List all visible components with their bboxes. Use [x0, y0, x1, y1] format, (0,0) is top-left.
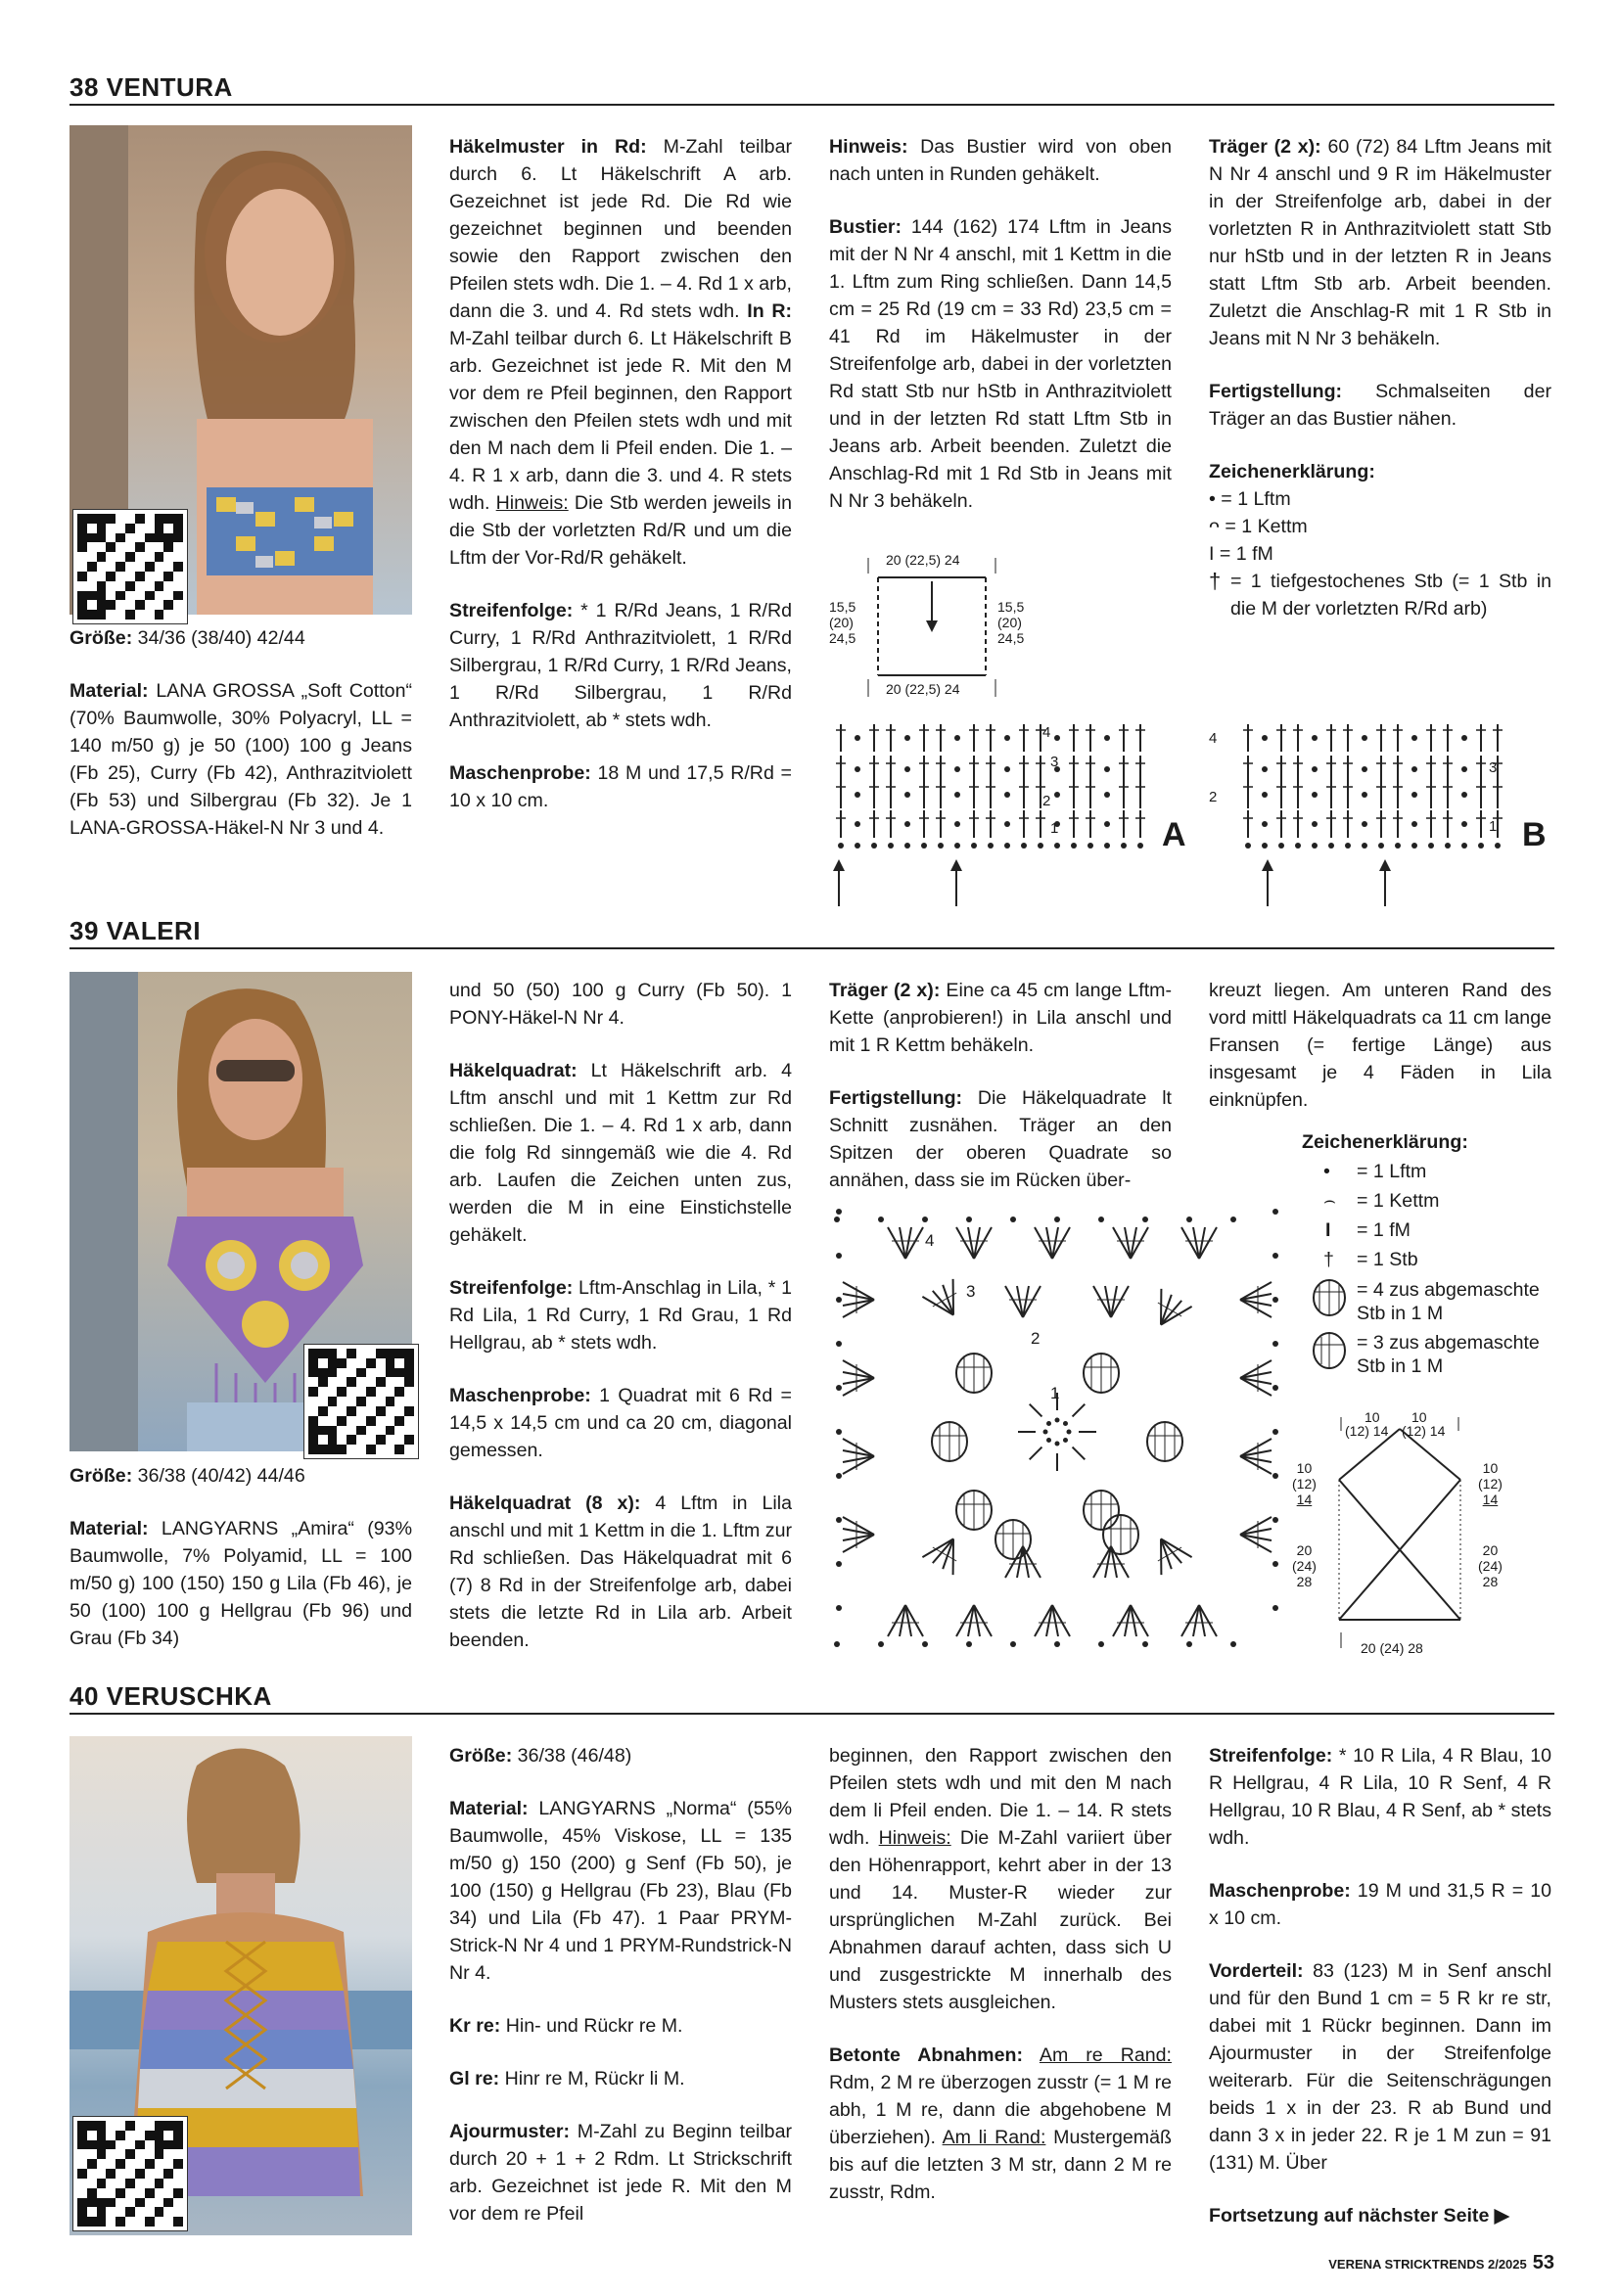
haekelmuster-label: Häkelmuster in Rd: [449, 136, 647, 158]
hinweis-text: Die M-Zahl variiert über den Höhenrapport, kehrt aber in der 13 und 14. Muster-R wieder zur ursprünglichen M-Zahl zurück. Bei Abnahmen darauf achten, dass sich U und zusgestrickte M innerhalb des Musters stets ausgleichen. [829, 1827, 1172, 2013]
qr-code[interactable] [72, 2116, 188, 2231]
cluster-3-icon [1310, 1331, 1349, 1370]
chart-b [1209, 718, 1551, 914]
size-value: 36/38 (40/42) 44/46 [132, 1465, 305, 1487]
chart-a-row-1: 1 [1050, 820, 1059, 837]
vorder-text: 83 (123) M in Senf anschl und für den Bund 1 cm = 5 R kr re str, dabei mit 1 Rückr beginnen. Dann im Ajourmuster in der Streifenfolge weiterarb. Für die Seitenschrägungen beids 1 x in der 23. R ab Bund und dann 3 x in jeder 22. R je 1 M zun = 91 (131) M. Über [1209, 1960, 1551, 2174]
size-value: 36/38 (46/48) [512, 1745, 632, 1767]
legend-item-lftm: • = 1 Lftm [1209, 488, 1291, 510]
krre-text: Hin- und Rückr re M. [500, 2015, 683, 2037]
legend-item-kettm: ⌢ = 1 Kettm [1302, 1186, 1552, 1216]
page-footer [1328, 2252, 1554, 2274]
betonte-text-2: Mustergemäß bis auf die letzten 3 M str, dann 2 M re zusstr, Rdm. [829, 2127, 1172, 2203]
square-row-1: 1 [1050, 1384, 1060, 1402]
quadrat-text: Lt Häkelschrift arb. 4 Lftm anschl und mit 1 Kettm zur Rd schließen. Die 1. – 4. Rd 1 x arb, dann die folg Rd sinngemäß wie die 4. Rd arb. Laufen die Zeichen unten zus, werden die M in eine Einstichstelle gehäkelt. [449, 1060, 792, 1246]
in-r-text: M-Zahl teilbar durch 6. Lt Häkelschrift B arb. Gezeichnet ist jede R. Mit den M vor dem re Pfeil beginnen, den Rapport zwischen den Pfeilen stets wdh und mit den M nach dem li Pfeil enden. Die 1. – 4. R 1 x arb, dann die 3. und 4. R stets wdh. [449, 328, 792, 514]
streifen-label: Streifenfolge: [449, 1277, 574, 1299]
maschen-text: 19 M und 31,5 R = 10 x 10 cm. [1209, 1880, 1551, 1929]
haekelmuster-text: M-Zahl teilbar durch 6. Lt Häkelschrift A arb. Gezeichnet ist jede Rd. Die Rd wie gezeichnet beginnen und beenden sowie den Rapport zwischen den Pfeilen stets wdh. Die 1. – 4. Rd 1 x arb, dann die 3. und 4. Rd stets wdh. [449, 136, 792, 322]
material-label: Material: [69, 1518, 149, 1539]
continue-link[interactable]: Fortsetzung auf nächster Seite ▶ [1209, 2205, 1509, 2227]
fertig-label: Fertigstellung: [1209, 381, 1343, 402]
krre-label: Kr re: [449, 2015, 501, 2037]
fertig-text: Schmalseiten der Träger an das Bustier nähen. [1209, 381, 1551, 430]
magazine-name: VERENA STRICKTRENDS 2/2025 [1328, 2257, 1527, 2272]
chart-b-row-2: 2 [1209, 789, 1218, 805]
schema-bottom: 20 (24) 28 [1361, 1640, 1423, 1656]
legend-item-lftm: • = 1 Lftm [1302, 1157, 1552, 1186]
li-rand-label: Am li Rand: [942, 2127, 1046, 2148]
traeger-text: 60 (72) 84 Lftm Jeans mit N Nr 4 anschl und 9 R im Häkelmuster in der Streifenfolge arb, dabei in der vorletzten R in Anthrazitviolett statt Stb nur hStb und in der letzten R in Jeans statt Lftm Stb arb. Arbeit beenden. Zuletzt die Anschlag-R mit 1 R Stb in Jeans mit N Nr 3 behäkeln. [1209, 136, 1551, 349]
streifen-text: * 10 R Lila, 4 R Blau, 10 R Hellgrau, 4 R Lila, 10 R Senf, 4 R Hellgrau, 10 R Blau, 4 R Senf, ab * stets wdh. [1209, 1745, 1551, 1849]
maschen-text: 1 Quadrat mit 6 Rd = 14,5 x 14,5 cm und ca 20 cm, diagonal gemessen. [449, 1385, 792, 1461]
material-text: LANGYARNS „Norma“ (55% Baumwolle, 45% Viskose, LL = 135 m/50 g) 150 (200) g Senf (Fb 50), je 100 (150) g Hellgrau (Fb 23), Blau (Fb 34) und Lila (Fb 47). 1 Paar PRYM-Strick-N Nr 4 und 1 PRYM-Rundstrick-N Nr 4. [449, 1798, 792, 1984]
re-rand-label: Am re Rand: [1039, 2044, 1172, 2066]
vorder-label: Vorderteil: [1209, 1960, 1304, 1982]
ajour-cont: beginnen, den Rapport zwischen den Pfeilen stets wdh und mit den M nach dem li Pfeil enden. Die 1. – 14. R stets wdh. [829, 1745, 1172, 1849]
chart-a-row-4: 4 [1042, 724, 1051, 741]
chart-a-row-2: 2 [1042, 793, 1051, 809]
size-value: 34/36 (38/40) 42/44 [132, 627, 305, 649]
legend-item-kettm: ᴖ = 1 Kettm [1209, 516, 1308, 537]
schema-bottom-label: 20 (22,5) 24 [886, 681, 960, 697]
ajour-text: M-Zahl zu Beginn teilbar durch 20 + 1 + 2 Rdm. Lt Strickschrift arb. Gezeichnet ist jede R. Mit den M vor dem re Pfeil [449, 2121, 792, 2225]
glre-label: Gl re: [449, 2068, 500, 2089]
qr-code[interactable] [303, 1344, 419, 1459]
size-label: Größe: [69, 627, 133, 649]
legend-item-3stb: = 3 zus abgemaschte Stb in 1 M [1302, 1331, 1552, 1378]
chart-b-row-1: 1 [1489, 818, 1498, 835]
hinweis-label: Hinweis: [495, 492, 569, 514]
bar-icon: I [1325, 1219, 1331, 1241]
chart-b-label: B [1522, 816, 1547, 853]
traeger-label: Träger (2 x): [829, 980, 941, 1001]
maschen-label: Maschenprobe: [449, 1385, 591, 1406]
schema-l2: 20 (24) 28 [1292, 1542, 1317, 1589]
in-r-label: In R: [747, 300, 793, 322]
traeger-text: Eine ca 45 cm lange Lftm-Kette (anprobieren!) in Lila anschl und mit 1 R Kettm behäkeln. [829, 980, 1172, 1056]
schema-r2: 20 (24) 28 [1478, 1542, 1503, 1589]
legend-title: Zeichenerklärung: [1209, 461, 1375, 482]
chart-a-row-3: 3 [1050, 754, 1059, 770]
betonte-label: Betonte Abnahmen: [829, 2044, 1023, 2066]
size-label: Größe: [449, 1745, 513, 1767]
maschen-text: 18 M und 17,5 R/Rd = 10 x 10 cm. [449, 762, 792, 811]
schema-top1: 10 [1365, 1409, 1380, 1425]
legend-item-fm: I = 1 fM [1209, 543, 1273, 565]
chart-b-row-3: 3 [1489, 759, 1498, 776]
quadrat8-label: Häkelquadrat (8 x): [449, 1492, 641, 1514]
dagger-icon: † [1323, 1249, 1334, 1270]
dot-icon: • [1323, 1161, 1330, 1182]
legend-item-fm: I = 1 fM [1302, 1216, 1552, 1245]
legend-39 [1302, 1127, 1552, 1378]
hinweis-label: Hinweis: [878, 1827, 951, 1849]
streifen-label: Streifenfolge: [449, 600, 574, 621]
chart-haekelquadrat [827, 1202, 1287, 1662]
material-label: Material: [69, 680, 149, 702]
chart-a-label: A [1162, 816, 1186, 853]
square-row-3: 3 [966, 1282, 976, 1301]
betonte-text-1: Rdm, 2 M re überzogen zusstr (= 1 M re abh, 1 M re, dann die abgehobene M überziehen). [829, 2072, 1172, 2148]
streifen-label: Streifenfolge: [1209, 1745, 1333, 1767]
glre-text: Hinr re M, Rückr li M. [499, 2068, 685, 2089]
schema-l1: 10 (12) 14 [1292, 1460, 1317, 1507]
schema-right-label: 15,5 (20) 24,5 [997, 599, 1025, 646]
schema-top2b: (12) 14 [1402, 1423, 1446, 1439]
legend-title: Zeichenerklärung: [1302, 1131, 1468, 1153]
square-row-2: 2 [1031, 1329, 1041, 1348]
chart-b-row-4: 4 [1209, 730, 1218, 747]
stb-symbol-icon: † [1209, 569, 1222, 593]
material-label: Material: [449, 1798, 529, 1819]
section-title-40: 40 VERUSCHKA [69, 1679, 1554, 1715]
material-text: LANGYARNS „Amira“ (93% Baumwolle, 7% Polyamid, LL = 100 m/50 g) 100 (150) 150 g Lila (Fb 46), je 50 (100) 100 g Hellgrau (Fb 96) und Grau (Fb 34) [69, 1518, 412, 1649]
hinweis2-label: Hinweis: [829, 136, 908, 158]
schema-left-label: 15,5 (20) 24,5 [829, 599, 856, 646]
legend-item-stb: † = 1 tiefgestochenes Stb (= 1 Stb in die M der vorletzten R/Rd arb) [1209, 569, 1551, 620]
fertig-cont: kreuzt liegen. Am unteren Rand des vord mittl Häkelquadrats ca 11 cm lange Fransen (= fertige Länge) aus insgesamt je 4 Fäden in Lila einknüpfen. [1209, 980, 1551, 1111]
cluster-4-icon [1310, 1278, 1349, 1317]
legend-item-stb: † = 1 Stb [1302, 1245, 1552, 1274]
hinweis2-text: Das Bustier wird von oben nach unten in Runden gehäkelt. [829, 136, 1172, 185]
material-text: LANA GROSSA „Soft Cotton“ (70% Baumwolle, 30% Polyacryl, LL = 140 m/50 g) je 50 (100) 100 g Jeans (Fb 25), Curry (Fb 42), Anthrazitviolett (Fb 53) und Silbergrau (Fb 32). Je 1 LANA-GROSSA-Häkel-N Nr 3 und 4. [69, 680, 412, 839]
streifen-text: Lftm-Anschlag in Lila, * 1 Rd Lila, 1 Rd Curry, 1 Rd Grau, 1 Rd Hellgrau, ab * stets wdh. [449, 1277, 792, 1354]
fertig-label: Fertigstellung: [829, 1087, 963, 1109]
section-title-39: 39 VALERI [69, 914, 1554, 949]
hinweis-text: Die Stb werden jeweils in die Stb der vorletzten Rd/R und um die Lftm der Vor-Rd/R gehäkelt. [449, 492, 793, 569]
section-title-38: 38 VENTURA [69, 70, 1554, 106]
quadrat8-text: 4 Lftm in Lila anschl und mit 1 Kettm in die 1. Lftm zur Rd schließen. Das Häkelquadrat mit 6 (7) 8 Rd in der Streifenfolge arb, dabei stets die letzte Rd in Lila arb. Arbeit beenden. [449, 1492, 792, 1651]
page-number: 53 [1532, 2252, 1554, 2273]
traeger-label: Träger (2 x): [1209, 136, 1321, 158]
bustier-text: 144 (162) 174 Lftm in Jeans mit der N Nr 4 anschl, mit 1 Kettm in die 1. Lftm zum Ring schließen. Dann 14,5 cm = 25 Rd (19 cm = 33 Rd) 23,5 cm = 41 Rd im Häkelmuster in der Streifenfolge arb, dabei in der vorletzten Rd statt Stb nur hStb in Anthrazitviolett und in der letzten Rd statt Lftm Stb in Jeans arb. Arbeit beenden. Zuletzt die Anschlag-Rd mit 1 Rd Stb in Jeans mit N Nr 3 behäkeln. [829, 216, 1172, 512]
square-row-4: 4 [925, 1231, 935, 1250]
maschen-label: Maschenprobe: [1209, 1880, 1351, 1902]
size-label: Größe: [69, 1465, 133, 1487]
qr-code[interactable] [72, 509, 188, 624]
bustier-label: Bustier: [829, 216, 902, 238]
schema-bustier [829, 550, 1044, 707]
schema-valeri [1292, 1409, 1547, 1674]
schema-top-label: 20 (22,5) 24 [886, 552, 960, 568]
material-cont: und 50 (50) 100 g Curry (Fb 50). 1 PONY-Häkel-N Nr 4. [449, 980, 792, 1029]
ajour-label: Ajourmuster: [449, 2121, 571, 2142]
arc-icon: ⌢ [1323, 1190, 1336, 1212]
maschen-label: Maschenprobe: [449, 762, 591, 784]
schema-top2: 10 [1411, 1409, 1427, 1425]
chart-a [829, 718, 1191, 914]
fertig-text: Die Häkelquadrate lt Schnitt zusnähen. Träger an den Spitzen der oberen Quadrate so annähen, dass sie im Rücken über- [829, 1087, 1172, 1191]
streifen-text: * 1 R/Rd Jeans, 1 R/Rd Curry, 1 R/Rd Anthrazitviolett, 1 R/Rd Silbergrau, 1 R/Rd Curry, 1 R/Rd Jeans, 1 R/Rd Silbergrau, 1 R/Rd Anthrazitviolett, ab * stets wdh. [449, 600, 792, 731]
quadrat-label: Häkelquadrat: [449, 1060, 578, 1081]
schema-r1: 10 (12) 14 [1478, 1460, 1503, 1507]
schema-top1b: (12) 14 [1345, 1423, 1389, 1439]
legend-item-4stb: = 4 zus abgemaschte Stb in 1 M [1302, 1278, 1552, 1325]
